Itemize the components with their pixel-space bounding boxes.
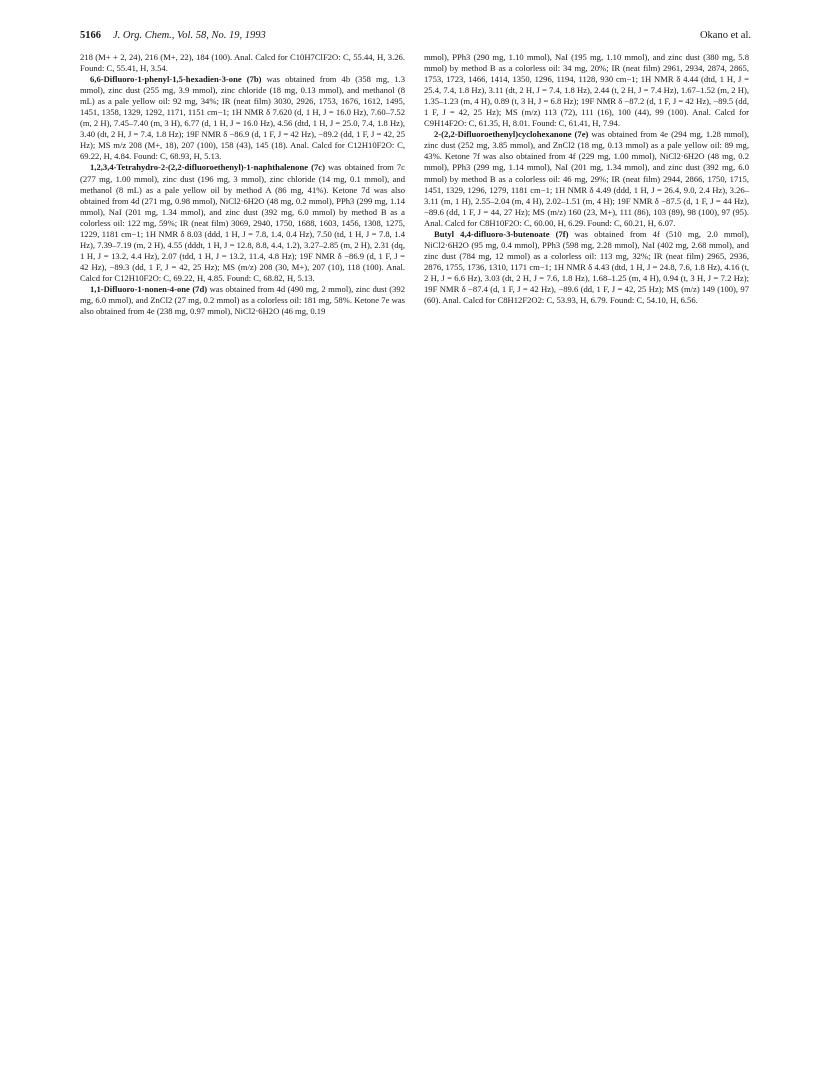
compound-title: 1,1-Difluoro-1-nonen-4-one (7d) bbox=[90, 283, 208, 294]
running-author: Okano et al. bbox=[699, 30, 751, 41]
paragraph bbox=[80, 284, 405, 317]
paragraph-body: was obtained from 4b (358 mg, 1.3 mmol), zinc dust (255 mg, 3.9 mmol), zinc chloride (18 mg, 0.13 mmol), and methanol (8 mL) as a pale yellow oil: 92 mg, 34%; IR (neat film) 3030, 2926, 1753, 1676, 1612, 1495, 1451, 1358, 1329, 1292, 1171, 1151 cm−1; 1H NMR δ 7.620 (d, 1 H, J = 16.0 Hz), 7.60–7.52 (m, 2 H), 7.45–7.40 (m, 3 H), 6.77 (d, 1 H, J = 16.0 Hz), 4.56 (dtd, 1 H, J = 25.0, 7.4, 1.8 Hz), 3.40 (dt, 2 H, J = 7.4, 1.8 Hz); 19F NMR δ −86.9 (d, 1 F, J = 42 Hz), −89.2 (dd, 1 F, J = 42, 25 Hz); MS m/z 208 (M+, 18), 207 (100), 158 (43), 145 (18). Anal. Calcd for C12H10F2O: C, 69.22, H, 4.84. Found: C, 68.93, H, 5.13. bbox=[80, 74, 405, 162]
journal-citation: J. Org. Chem., Vol. 58, No. 19, 1993 bbox=[113, 30, 266, 41]
paragraph bbox=[80, 162, 405, 284]
running-header bbox=[80, 29, 751, 45]
right-column bbox=[424, 52, 749, 306]
compound-title: 1,2,3,4-Tetrahydro-2-(2,2-difluoroethenyl)-1-naphthalenone (7c) bbox=[90, 162, 325, 173]
paragraph bbox=[424, 52, 749, 129]
left-column bbox=[80, 52, 405, 317]
paragraph-body: was obtained from 4d (490 mg, 2 mmol), zinc dust (392 mg, 6.0 mmol), and ZnCl2 (27 mg, 0.2 mmol) as a colorless oil: 181 mg, 58%. Ketone 7e was also obtained from 4e (238 mg, 0.97 mmol), NiCl2·6H2O (46 mg, 0.19 bbox=[80, 283, 405, 317]
paragraph-body: 218 (M+ + 2, 24), 216 (M+, 22), 184 (100). Anal. Calcd for C10H7ClF2O: C, 55.44, H, 3.26. Found: C, 55.41, H, 3.54. bbox=[80, 52, 405, 74]
paragraph bbox=[424, 129, 749, 228]
compound-title: 2-(2,2-Difluoroethenyl)cyclohexanone (7e) bbox=[434, 129, 589, 140]
compound-title: Butyl 4,4-difluoro-3-butenoate (7f) bbox=[434, 228, 569, 239]
paragraph bbox=[424, 229, 749, 306]
paragraph bbox=[80, 74, 405, 162]
paragraph bbox=[80, 52, 405, 74]
paragraph-body: was obtained from 4e (294 mg, 1.28 mmol), zinc dust (252 mg, 3.85 mmol), and ZnCl2 (18 mg, 0.13 mmol) as a pale yellow oil: 89 mg, 43%. Ketone 7f was also obtained from 4f (229 mg, 1.00 mmol), NiCl2·6H2O (48 mg, 0.2 mmol), PPh3 (299 mg, 1.14 mmol), NaI (201 mg, 1.34 mmol), and zinc dust (392 mg, 6.0 mmol) by method B as a colorless oil: 46 mg, 29%; IR (neat film) 2944, 2866, 1750, 1715, 1451, 1329, 1296, 1279, 1181 cm−1; 1H NMR δ 4.49 (ddd, 1 H, J = 26.4, 9.0, 2.4 Hz), 3.26–3.11 (m, 1 H), 2.55–2.04 (m, 4 H), 2.02–1.51 (m, 4 H); 19F NMR δ −87.5 (d, 1 F, J = 44 Hz), −89.6 (dd, 1 F, J = 44, 27 Hz); MS (m/z) 160 (23, M+), 111 (86), 103 (89), 98 (100), 97 (95). Anal. Calcd for C8H10F2O: C, 60.00, H, 6.29. Found: C, 60.21, H, 6.07. bbox=[424, 129, 750, 228]
compound-title: 6,6-Difluoro-1-phenyl-1,5-hexadien-3-one (7b) bbox=[90, 74, 262, 85]
page-number: 5166 bbox=[80, 30, 101, 41]
paragraph-body: was obtained from 7c (277 mg, 1.00 mmol), zinc dust (196 mg, 3 mmol), zinc chloride (14 mg, 0.1 mmol), and methanol (8 mL) as a pale yellow oil by method A (86 mg, 41%). Ketone 7d was also obtained from 4d (271 mg, 0.98 mmol), NiCl2·6H2O (48 mg, 0.2 mmol), PPh3 (299 mg, 1.14 mmol), NaI (201 mg, 1.34 mmol), and zinc dust (392 mg, 6.0 mmol) by method B as a colorless oil: 122 mg, 59%; IR (neat film) 3069, 2940, 1750, 1688, 1603, 1456, 1308, 1275, 1229, 1181 cm−1; 1H NMR δ 8.03 (ddd, 1 H, J = 7.8, 1.4, 0.4 Hz), 7.50 (td, 1 H, J = 7.8, 1.4 Hz), 7.39–7.19 (m, 2 H), 4.55 (dddt, 1 H, J = 12.8, 8.8, 4.4, 1.2), 3.27–2.85 (m, 2 H), 2.31 (dq, 1 H, J = 13.2, 4.4 Hz), 2.07 (tdd, 1 H, J = 13.2, 11.4, 4.8 Hz); 19F NMR δ −86.9 (d, 1 F, J = 42 Hz), −89.3 (dd, 1 F, J = 42, 25 Hz); MS (m/z) 208 (30, M+), 207 (10), 118 (100). Anal. Calcd for C12H10F2O: C, 69.22, H, 4.85. Found: C, 68.82, H, 5.13. bbox=[80, 162, 405, 283]
paragraph-body: was obtained from 4f (510 mg, 2.0 mmol), NiCl2·6H2O (95 mg, 0.4 mmol), PPh3 (598 mg, 2.28 mmol), NaI (402 mg, 2.68 mmol), and zinc dust (784 mg, 12 mmol) as a colorless oil: 113 mg, 32%; IR (neat film) 2965, 2936, 2876, 1755, 1736, 1310, 1171 cm−1; 1H NMR δ 4.43 (dtd, 1 H, J = 24.8, 7.6, 1.8 Hz), 4.16 (t, 2 H, J = 6.6 Hz), 3.03 (dt, 2 H, J = 7.6, 1.8 Hz), 1.68–1.25 (m, 4 H), 0.94 (t, 3 H, J = 7.2 Hz); 19F NMR δ −87.4 (d, 1 F, J = 42 Hz), −89.6 (dd, 1 F, J = 42, 25 Hz); MS (m/z) 149 (100), 97 (60). Anal. Calcd for C8H12F2O2: C, 53.93, H, 6.79. Found: C, 54.10, H, 6.56. bbox=[424, 228, 749, 306]
paragraph-body: mmol), PPh3 (290 mg, 1.10 mmol), NaI (195 mg, 1.10 mmol), and zinc dust (380 mg, 5.8 mmol) by method B as a colorless oil: 34 mg, 20%; IR (neat film) 2961, 2934, 2874, 2865, 1753, 1723, 1466, 1414, 1350, 1296, 1194, 1128, 930 cm−1; 1H NMR δ 4.44 (dtd, 1 H, J = 25.4, 7.4, 1.8 Hz), 3.11 (dt, 2 H, J = 7.4, 1.8 Hz), 2.44 (t, 2 H, J = 7.4 Hz), 1.67–1.52 (m, 2 H), 1.35–1.23 (m, 4 H), 0.89 (t, 3 H, J = 6.8 Hz); 19F NMR δ −87.2 (d, 1 F, J = 42 Hz), −89.5 (dd, 1 F, J = 42, 25 Hz); MS (m/z) 113 (72), 111 (16), 100 (44), 99 (100). Anal. Calcd for C9H14F2O: C, 61.35, H, 8.01. Found: C, 61.41, H, 7.94. bbox=[424, 52, 749, 129]
